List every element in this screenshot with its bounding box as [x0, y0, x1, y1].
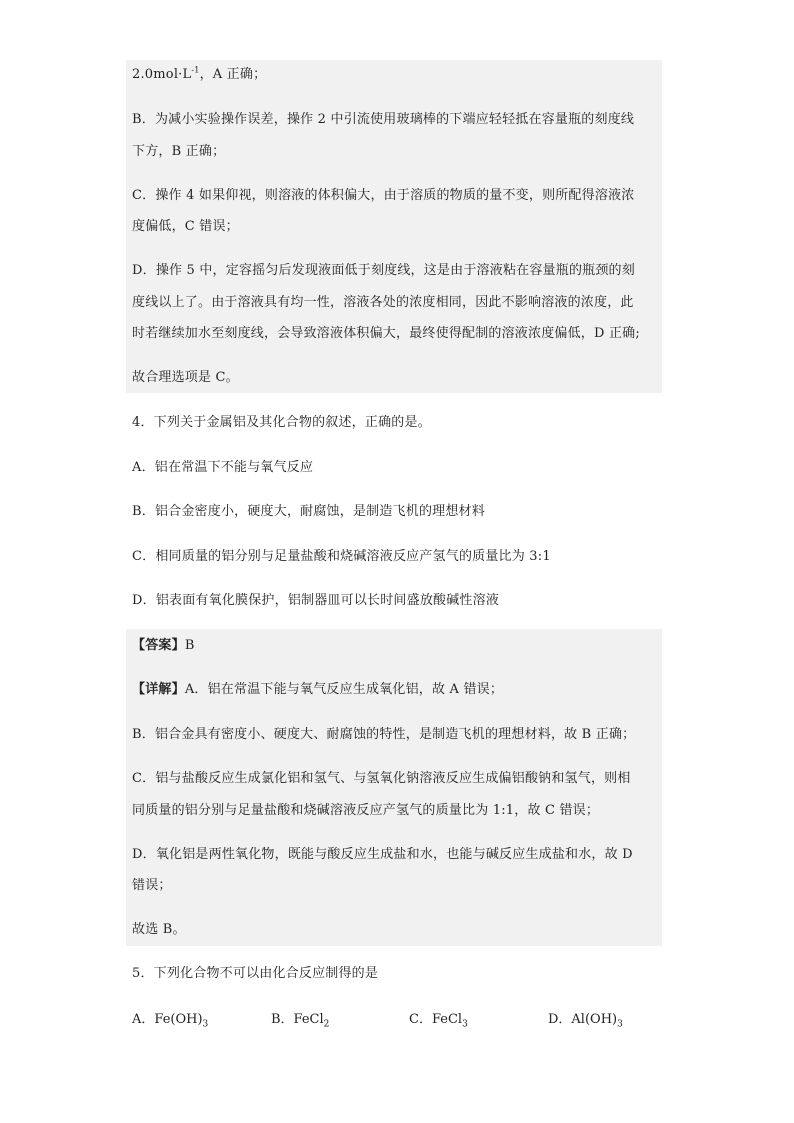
option-d: D．铝表面有氧化膜保护，铝制器皿可以长时间盛放酸碱性溶液 — [132, 593, 500, 608]
text-line: 错误； — [132, 878, 172, 893]
option-c: C．相同质量的铝分别与足量盐酸和烧碱溶液反应产氢气的质量比为 3:1 — [132, 549, 551, 564]
option-a — [132, 1011, 208, 1029]
text-line: C．操作 4 如果仰视，则溶液的体积偏大，由于溶质的物质的量不变，则所配得溶液浓 — [132, 188, 635, 203]
text-line: C．铝与盐酸反应生成氯化铝和氢气、与氢氧化钠溶液反应生成偏铝酸钠和氢气，则相 — [132, 771, 631, 786]
text-line: 故合理选项是 C。 — [132, 370, 239, 385]
question-5 — [126, 946, 662, 1046]
detail-tag: 【详解】 — [132, 682, 185, 697]
detail-line — [132, 681, 660, 699]
unit-superscript: -1 — [191, 65, 200, 75]
text-line: B．为减小实验操作误差，操作 2 中引流使用玻璃棒的下端应轻轻抵在容量瓶的刻度线 — [132, 112, 635, 127]
explanation-block-q4 — [126, 629, 662, 946]
text-line: 度偏低，C 错误； — [132, 219, 239, 234]
option-c-text: C．FeCl — [409, 1012, 463, 1027]
text-line — [132, 66, 660, 84]
option-d-text: D．Al(OH) — [548, 1012, 618, 1027]
option-a-text: A．Fe(OH) — [132, 1012, 203, 1027]
answer-line — [132, 637, 660, 655]
text-line: B．铝合金具有密度小、硬度大、耐腐蚀的特性，是制造飞机的理想材料，故 B 正确； — [132, 727, 636, 742]
answer-value: B — [184, 638, 195, 653]
question-4 — [126, 393, 662, 629]
subscript: 3 — [617, 1019, 623, 1030]
concentration-value: 2.0mol·L — [132, 67, 192, 82]
option-a: A．铝在常温下不能与氧气反应 — [132, 460, 314, 475]
question-stem: 4．下列关于金属铝及其化合物的叙述，正确的是。 — [132, 415, 431, 430]
question-stem: 5．下列化合物不可以由化合反应制得的是 — [132, 966, 379, 981]
option-b — [271, 1011, 329, 1029]
text-line: 时若继续加水至刻度线，会导致溶液体积偏大，最终使得配制的溶液浓度偏低，D 正确; — [132, 326, 640, 341]
text-line: D．氧化铝是两性氧化物，既能与酸反应生成盐和水，也能与碱反应生成盐和水，故 D — [132, 847, 633, 862]
subscript: 3 — [202, 1019, 209, 1030]
text-line: D．操作 5 中，定容摇匀后发现液面低于刻度线，这是由于溶液粘在容量瓶的瓶颈的刻 — [132, 263, 635, 278]
option-c — [409, 1011, 468, 1029]
text-fragment: A．铝在常温下能与氧气反应生成氧化铝，故 A 错误； — [184, 682, 504, 697]
text-line: 同质量的铝分别与足量盐酸和烧碱溶液反应产氢气的质量比为 1:1，故 C 错误； — [132, 803, 600, 818]
text-line: 故选 B。 — [132, 922, 186, 937]
text-fragment: ，A 正确； — [199, 67, 267, 82]
option-b-text: B．FeCl — [271, 1012, 324, 1027]
subscript: 3 — [462, 1019, 468, 1030]
text-line: 下方，B 正确； — [132, 144, 226, 159]
answer-tag: 【答案】 — [132, 638, 185, 653]
option-d — [548, 1011, 623, 1029]
explanation-block-q3 — [126, 60, 662, 393]
option-b: B．铝合金密度小，硬度大，耐腐蚀，是制造飞机的理想材料 — [132, 504, 485, 519]
subscript: 2 — [323, 1019, 330, 1030]
text-line: 度线以上了。由于溶液具有均一性，溶液各处的浓度相同，因此不影响溶液的浓度，此 — [132, 295, 634, 310]
